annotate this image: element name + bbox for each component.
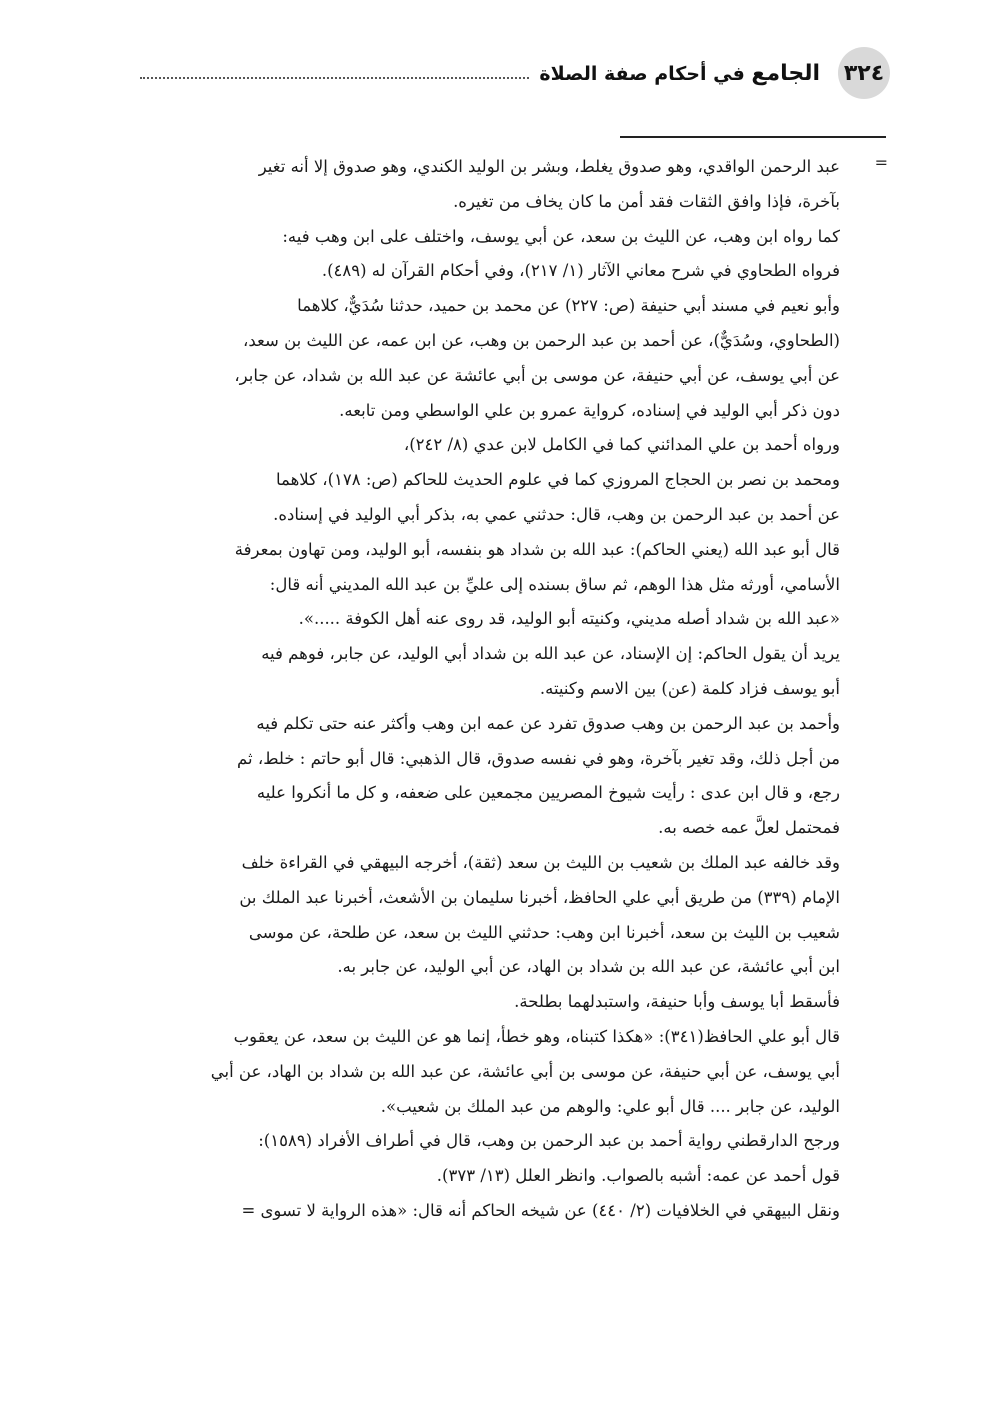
footnote-line: ورواه أحمد بن علي المدائني كما في الكامل لابن عدي (٨/ ٢٤٢)، [403,435,840,455]
footnote-line: قال أبو عبد الله (يعني الحاكم): عبد الله بن شداد هو بنفسه، أبو الوليد، ومن تهاون بمعرفة [234,539,840,559]
footnote-line: ومحمد بن نصر بن الحجاج المروزي كما في علوم الحديث للحاكم (ص: ١٧٨)، كلاهما [276,470,840,490]
footnote-line: عن أبي يوسف، عن أبي حنيفة، عن موسى بن أبي عائشة عن عبد الله بن شداد، عن جابر، [234,365,840,385]
footnote-line: الإمام (٣٣٩) من طريق أبي علي الحافظ، أخبرنا سليمان بن الأشعث، أخبرنا عبد الملك بن [239,887,840,907]
footnote-line: يريد أن يقول الحاكم: إن الإسناد، عن عبد الله بن شداد أبي الوليد، عن جابر، فوهم فيه [261,644,840,664]
book-title-rest: في أحكام صفة الصلاة [539,62,745,85]
page-number-badge [838,47,890,99]
footnote-line: شعيب بن الليث بن سعد، أخبرنا ابن وهب: حدثني الليث بن سعد، عن طلحة، عن موسى [248,922,840,942]
footnote-line: (الطحاوي، وسُدَيٌّ)، عن أحمد بن عبد الرحمن بن وهب، عن ابن عمه، عن الليث بن سعد، [243,330,840,350]
footnote-line: أبي يوسف، عن أبي حنيفة، عن موسى بن أبي عائشة، عن عبد الله بن شداد بن الهاد، عن أبي [210,1061,840,1081]
footnote-line: وقد خالفه عبد الملك بن شعيب بن الليث بن سعد (ثقة)، أخرجه البيهقي في القراءة خلف [241,852,840,872]
page-number: ٣٢٤ [843,60,885,86]
footnote-line: أبو يوسف فزاد كلمة (عن) بين الاسم وكنيته. [539,678,840,698]
dotted-leader [140,77,529,79]
footnote-line: رجع، و قال ابن عدى : رأيت شيوخ المصريين مجمعين على ضعفه، و كل ما أنكروا عليه [256,783,840,803]
running-header [140,47,890,99]
footnote-line: من أجل ذلك، وقد تغير بآخرة، وهو في نفسه صدوق، قال الذهبي: قال أبو حاتم : خلط، ثم [237,748,840,768]
footnote-line: عبد الرحمن الواقدي، وهو صدوق يغلط، وبشر بن الوليد الكندي، وهو صدوق إلا أنه تغير [258,157,840,176]
footnote-line: فأسقط أبا يوسف وأبا حنيفة، واستبدلهما بطلحة. [514,992,840,1012]
footnote-line: وأبو نعيم في مسند أبي حنيفة (ص: ٢٢٧) عن محمد بن حميد، حدثنا سُدَيٌّ، كلاهما [297,296,840,316]
footnote-line: قول أحمد عن عمه: أشبه بالصواب. وانظر العلل (١٣/ ٣٧٣). [436,1166,840,1186]
footnote-line: فرواه الطحاوي في شرح معاني الآثار (١/ ٢١٧)، وفي أحكام القرآن له (٤٨٩). [321,261,840,281]
footnote-line: عن أحمد بن عبد الرحمن بن وهب، قال: حدثني عمي به، بذكر أبي الوليد في إسناده. [273,504,840,524]
book-title-main: الجامع [751,60,820,86]
footnote-line: قال أبو علي الحافظ(٣٤١): «هكذا كتبناه، وهو خطأ، إنما هو عن الليث بن سعد، عن يعقوب [233,1026,840,1046]
footnote-continuation-mark: = [874,153,888,172]
footnote-line: بآخرة، فإذا وافق الثقات فقد أمن ما كان يخاف من تغيره. [453,191,840,211]
footnote-text [140,150,840,1229]
footnote-line: ونقل البيهقي في الخلافيات (٢/ ٤٤٠) عن شيخه الحاكم أنه قال: «هذه الرواية لا تسوى = [241,1200,840,1220]
footnote-line: الوليد، عن جابر .... قال أبو علي: والوهم من عبد الملك بن شعيب». [380,1096,840,1116]
footnote-line: وأحمد بن عبد الرحمن بن وهب صدوق تفرد عن عمه ابن وهب وأكثر عنه حتى تكلم فيه [256,713,840,733]
footnote-line: «عبد الله بن شداد أصله مديني، وكنيته أبو الوليد، قد روى عنه أهل الكوفة .....». [298,609,840,629]
footnote-line: ورجح الدارقطني رواية أحمد بن عبد الرحمن بن وهب، قال في أطراف الأفراد (١٥٨٩): [258,1131,840,1151]
footnote-line: فمحتمل لعلَّ عمه خصه به. [658,818,840,838]
book-title [539,61,820,86]
running-title [140,57,820,89]
footnote-line: ابن أبي عائشة، عن عبد الله بن شداد بن الهاد، عن أبي الوليد، عن جابر به. [337,957,840,977]
footnote-line: الأسامي، أورثه مثل هذا الوهم، ثم ساق بسنده إلى عليِّ بن عبد الله المديني أنه قال: [269,574,840,594]
footnote-line: دون ذكر أبي الوليد في إسناده، كرواية عمرو بن علي الواسطي ومن تابعه. [339,400,840,420]
footnote-line: كما رواه ابن وهب، عن الليث بن سعد، عن أبي يوسف، واختلف على ابن وهب فيه: [282,226,840,246]
footnote-separator [620,136,886,138]
